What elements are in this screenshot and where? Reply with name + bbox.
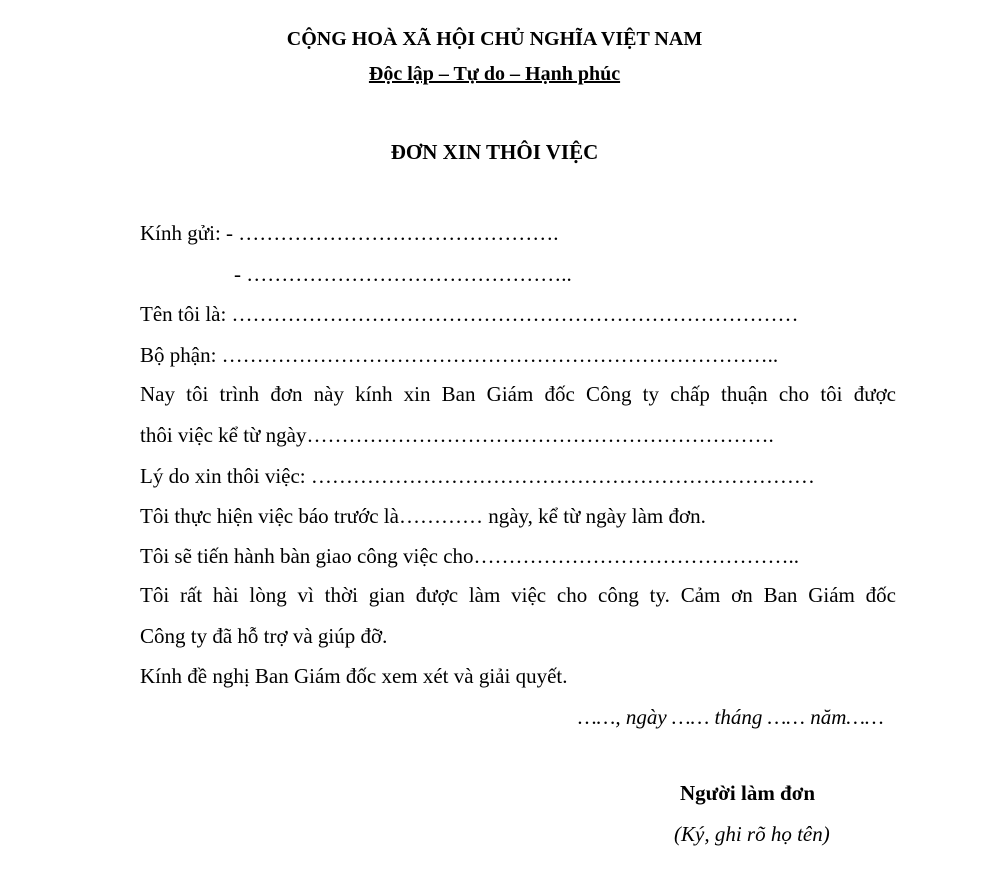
signature-label: Người làm đơn <box>680 781 816 805</box>
national-heading: CỘNG HOÀ XÃ HỘI CHỦ NGHĨA VIỆT NAM <box>286 28 703 50</box>
request-line-1: Nay tôi trình đơn này kính xin Ban Giám đốc Công ty chấp thuận cho tôi được <box>140 382 896 406</box>
name-line: Tên tôi là: ……………………………………………………………………… <box>140 302 799 326</box>
notice-line: Tôi thực hiện việc báo trước là………… ngày, kể từ ngày làm đơn. <box>140 504 706 528</box>
document-title: ĐƠN XIN THÔI VIỆC <box>390 140 599 164</box>
reason-line: Lý do xin thôi việc: ……………………………………………………………… <box>140 464 815 488</box>
thanks-line-1: Tôi rất hài lòng vì thời gian được làm việc cho công ty. Cảm ơn Ban Giám đốc <box>140 583 896 607</box>
recipient-line-1: Kính gửi: - ………………………………………. <box>140 221 559 245</box>
handover-line: Tôi sẽ tiến hành bàn giao công việc cho……………………………………….. <box>140 544 800 568</box>
department-line: Bộ phận: …………………………………………………………………….. <box>140 343 779 367</box>
national-motto: Độc lập – Tự do – Hạnh phúc <box>368 63 621 85</box>
recipient-line-2: - ……………………………………….. <box>234 262 572 286</box>
request-line-2: thôi việc kể từ ngày…………………………………………………………. <box>140 423 774 447</box>
date-line: ……, ngày …… tháng …… năm…… <box>578 705 884 729</box>
thanks-line-2: Công ty đã hỗ trợ và giúp đỡ. <box>140 624 388 648</box>
signature-note: (Ký, ghi rõ họ tên) <box>674 822 830 846</box>
closing-line: Kính đề nghị Ban Giám đốc xem xét và giải quyết. <box>140 664 568 688</box>
